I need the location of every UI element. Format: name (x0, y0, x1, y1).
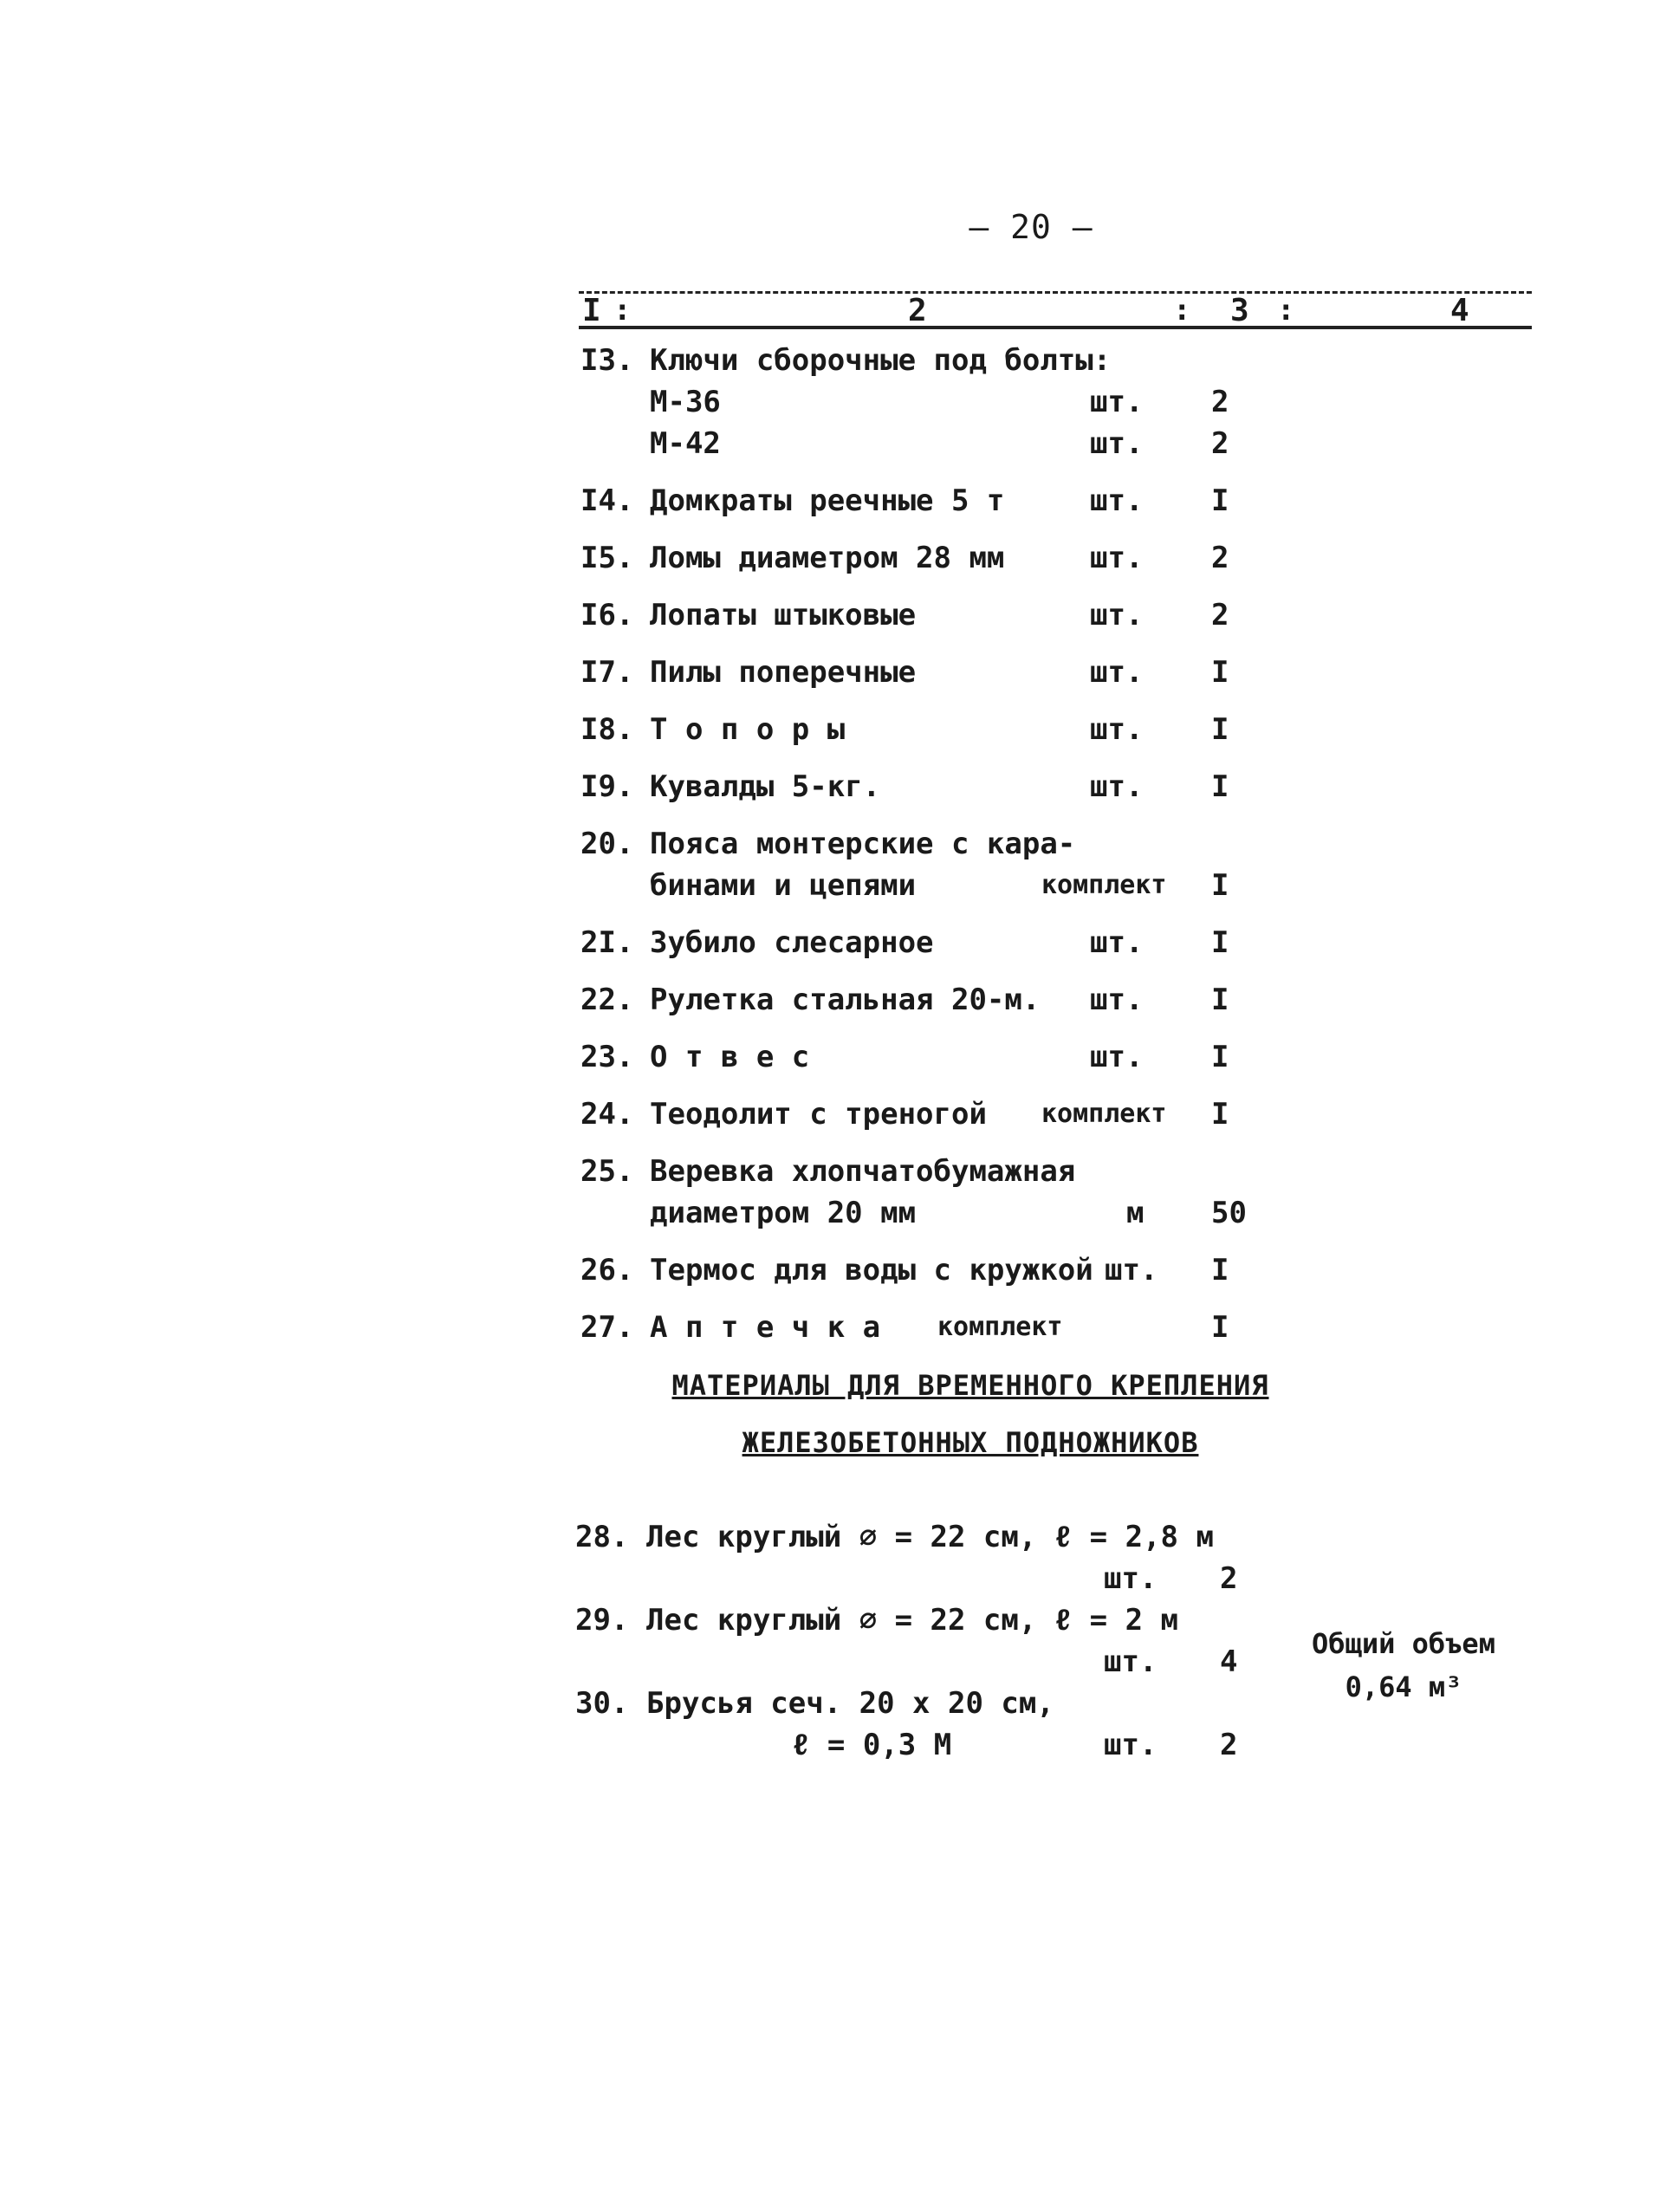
item-name: Теодолит с треногой (650, 1097, 987, 1132)
item-name: М-36 (650, 385, 721, 419)
item-number: I3. (580, 343, 634, 378)
item-number: 30. (575, 1686, 629, 1721)
item-quantity: I (1211, 1097, 1229, 1132)
item-quantity: 2 (1220, 1728, 1238, 1762)
list-item (580, 423, 1447, 464)
item-name: Ключи сборочные под болты: (650, 343, 1112, 378)
item-quantity: I (1211, 983, 1229, 1017)
item-quantity: I (1211, 868, 1229, 903)
list-item (580, 1036, 1447, 1078)
total-volume-note (1291, 1622, 1516, 1709)
item-number: I6. (580, 598, 634, 632)
list-item (580, 381, 1447, 423)
equipment-list (580, 340, 1447, 1348)
item-name: Ломы диаметром 28 мм (650, 541, 1005, 575)
list-item (580, 537, 1447, 579)
item-name: Кувалды 5-кг. (650, 769, 881, 804)
item-name: диаметром 20 мм (650, 1196, 917, 1230)
item-name: Брусья сеч. 20 х 20 см, (646, 1686, 1054, 1721)
item-name: Домкраты реечные 5 т (650, 483, 1005, 518)
item-quantity: I (1211, 925, 1229, 960)
item-unit: м (1126, 1196, 1145, 1230)
item-unit: шт. (1104, 1561, 1157, 1596)
list-item (580, 652, 1447, 693)
item-unit: шт. (1090, 426, 1144, 461)
item-quantity: I (1211, 1253, 1229, 1288)
list-item (575, 1724, 1572, 1766)
item-name: Пилы поперечные (650, 655, 917, 690)
item-unit: шт. (1090, 541, 1144, 575)
item-quantity: 4 (1220, 1644, 1238, 1679)
item-name: Пояса монтерские с кара- (650, 827, 1076, 861)
item-number: I9. (580, 769, 634, 804)
item-name: Термос для воды с кружкой (650, 1253, 1093, 1288)
item-unit: комплект (937, 1312, 1063, 1342)
item-number: I4. (580, 483, 634, 518)
item-unit: комплект (1041, 1099, 1167, 1129)
item-name: Т о п о р ы (650, 712, 846, 747)
column-header-2: 2 (908, 293, 927, 328)
item-number: I5. (580, 541, 634, 575)
item-name: О т в е с (650, 1040, 810, 1074)
item-unit: шт. (1090, 385, 1144, 419)
item-quantity: 2 (1211, 385, 1229, 419)
item-unit: комплект (1041, 870, 1167, 900)
header-rule-top (579, 291, 1532, 294)
item-number: 28. (575, 1520, 629, 1554)
list-item (580, 766, 1447, 808)
item-unit: шт. (1104, 1728, 1157, 1762)
item-quantity: I (1211, 1040, 1229, 1074)
column-separator: : (1277, 293, 1295, 328)
item-quantity: I (1211, 483, 1229, 518)
item-unit: шт. (1104, 1644, 1157, 1679)
item-quantity: 2 (1220, 1561, 1238, 1596)
item-name: М-42 (650, 426, 721, 461)
item-quantity: I (1211, 769, 1229, 804)
list-item (580, 865, 1447, 906)
item-number: I8. (580, 712, 634, 747)
item-number: I7. (580, 655, 634, 690)
item-name: бинами и цепями (650, 868, 917, 903)
list-item (580, 594, 1447, 636)
item-name: Лес круглый ∅ = 22 см, ℓ = 2,8 м (646, 1520, 1214, 1554)
section-title: МАТЕРИАЛЫ ДЛЯ ВРЕМЕННОГО КРЕПЛЕНИЯ (671, 1369, 1269, 1402)
item-quantity: 2 (1211, 426, 1229, 461)
column-separator: : (613, 293, 632, 328)
item-number: 27. (580, 1310, 634, 1345)
list-item (575, 1558, 1572, 1599)
list-item (580, 979, 1447, 1021)
column-header-4: 4 (1450, 293, 1469, 328)
item-number: 22. (580, 983, 634, 1017)
item-unit: шт. (1090, 1040, 1144, 1074)
item-unit: шт. (1090, 983, 1144, 1017)
list-item (580, 823, 1447, 865)
header-rule-bottom (579, 326, 1532, 329)
list-item (575, 1516, 1572, 1558)
total-volume-label: Общий объем (1312, 1627, 1495, 1660)
item-number: 25. (580, 1154, 634, 1189)
item-quantity: 50 (1211, 1196, 1247, 1230)
column-header-1: I (582, 293, 601, 328)
list-item (580, 1192, 1447, 1234)
item-number: 29. (575, 1603, 629, 1638)
list-item (580, 922, 1447, 963)
total-volume-value: 0,64 м³ (1345, 1670, 1462, 1703)
item-number: 24. (580, 1097, 634, 1132)
list-item (580, 1249, 1447, 1291)
item-name: Зубило слесарное (650, 925, 934, 960)
column-separator: : (1173, 293, 1191, 328)
item-quantity: I (1211, 712, 1229, 747)
item-unit: шт. (1105, 1253, 1158, 1288)
item-name: Лес круглый ∅ = 22 см, ℓ = 2 м (646, 1603, 1179, 1638)
item-number: 2I. (580, 925, 634, 960)
item-number: 26. (580, 1253, 634, 1288)
item-quantity: I (1211, 655, 1229, 690)
list-item (580, 1307, 1447, 1348)
item-quantity: 2 (1211, 541, 1229, 575)
item-quantity: I (1211, 1310, 1229, 1345)
list-item (580, 1093, 1447, 1135)
item-name: А п т е ч к а (650, 1310, 881, 1345)
column-header (579, 291, 1532, 331)
list-item (580, 480, 1447, 522)
item-name: Лопаты штыковые (650, 598, 917, 632)
item-name: ℓ = 0,3 М (792, 1728, 952, 1762)
section-subtitle: ЖЕЛЕЗОБЕТОННЫХ ПОДНОЖНИКОВ (742, 1426, 1199, 1459)
item-quantity: 2 (1211, 598, 1229, 632)
item-unit: шт. (1090, 925, 1144, 960)
item-number: 20. (580, 827, 634, 861)
item-name: Рулетка стальная 20-м. (650, 983, 1041, 1017)
list-item (580, 1151, 1447, 1192)
item-unit: шт. (1090, 655, 1144, 690)
list-item (580, 340, 1447, 381)
item-unit: шт. (1090, 769, 1144, 804)
item-name: Веревка хлопчатобумажная (650, 1154, 1076, 1189)
item-unit: шт. (1090, 598, 1144, 632)
item-unit: шт. (1090, 712, 1144, 747)
list-item (580, 709, 1447, 750)
column-header-3: 3 (1230, 293, 1249, 328)
item-number: 23. (580, 1040, 634, 1074)
item-unit: шт. (1090, 483, 1144, 518)
page-number: – 20 – (969, 208, 1093, 246)
